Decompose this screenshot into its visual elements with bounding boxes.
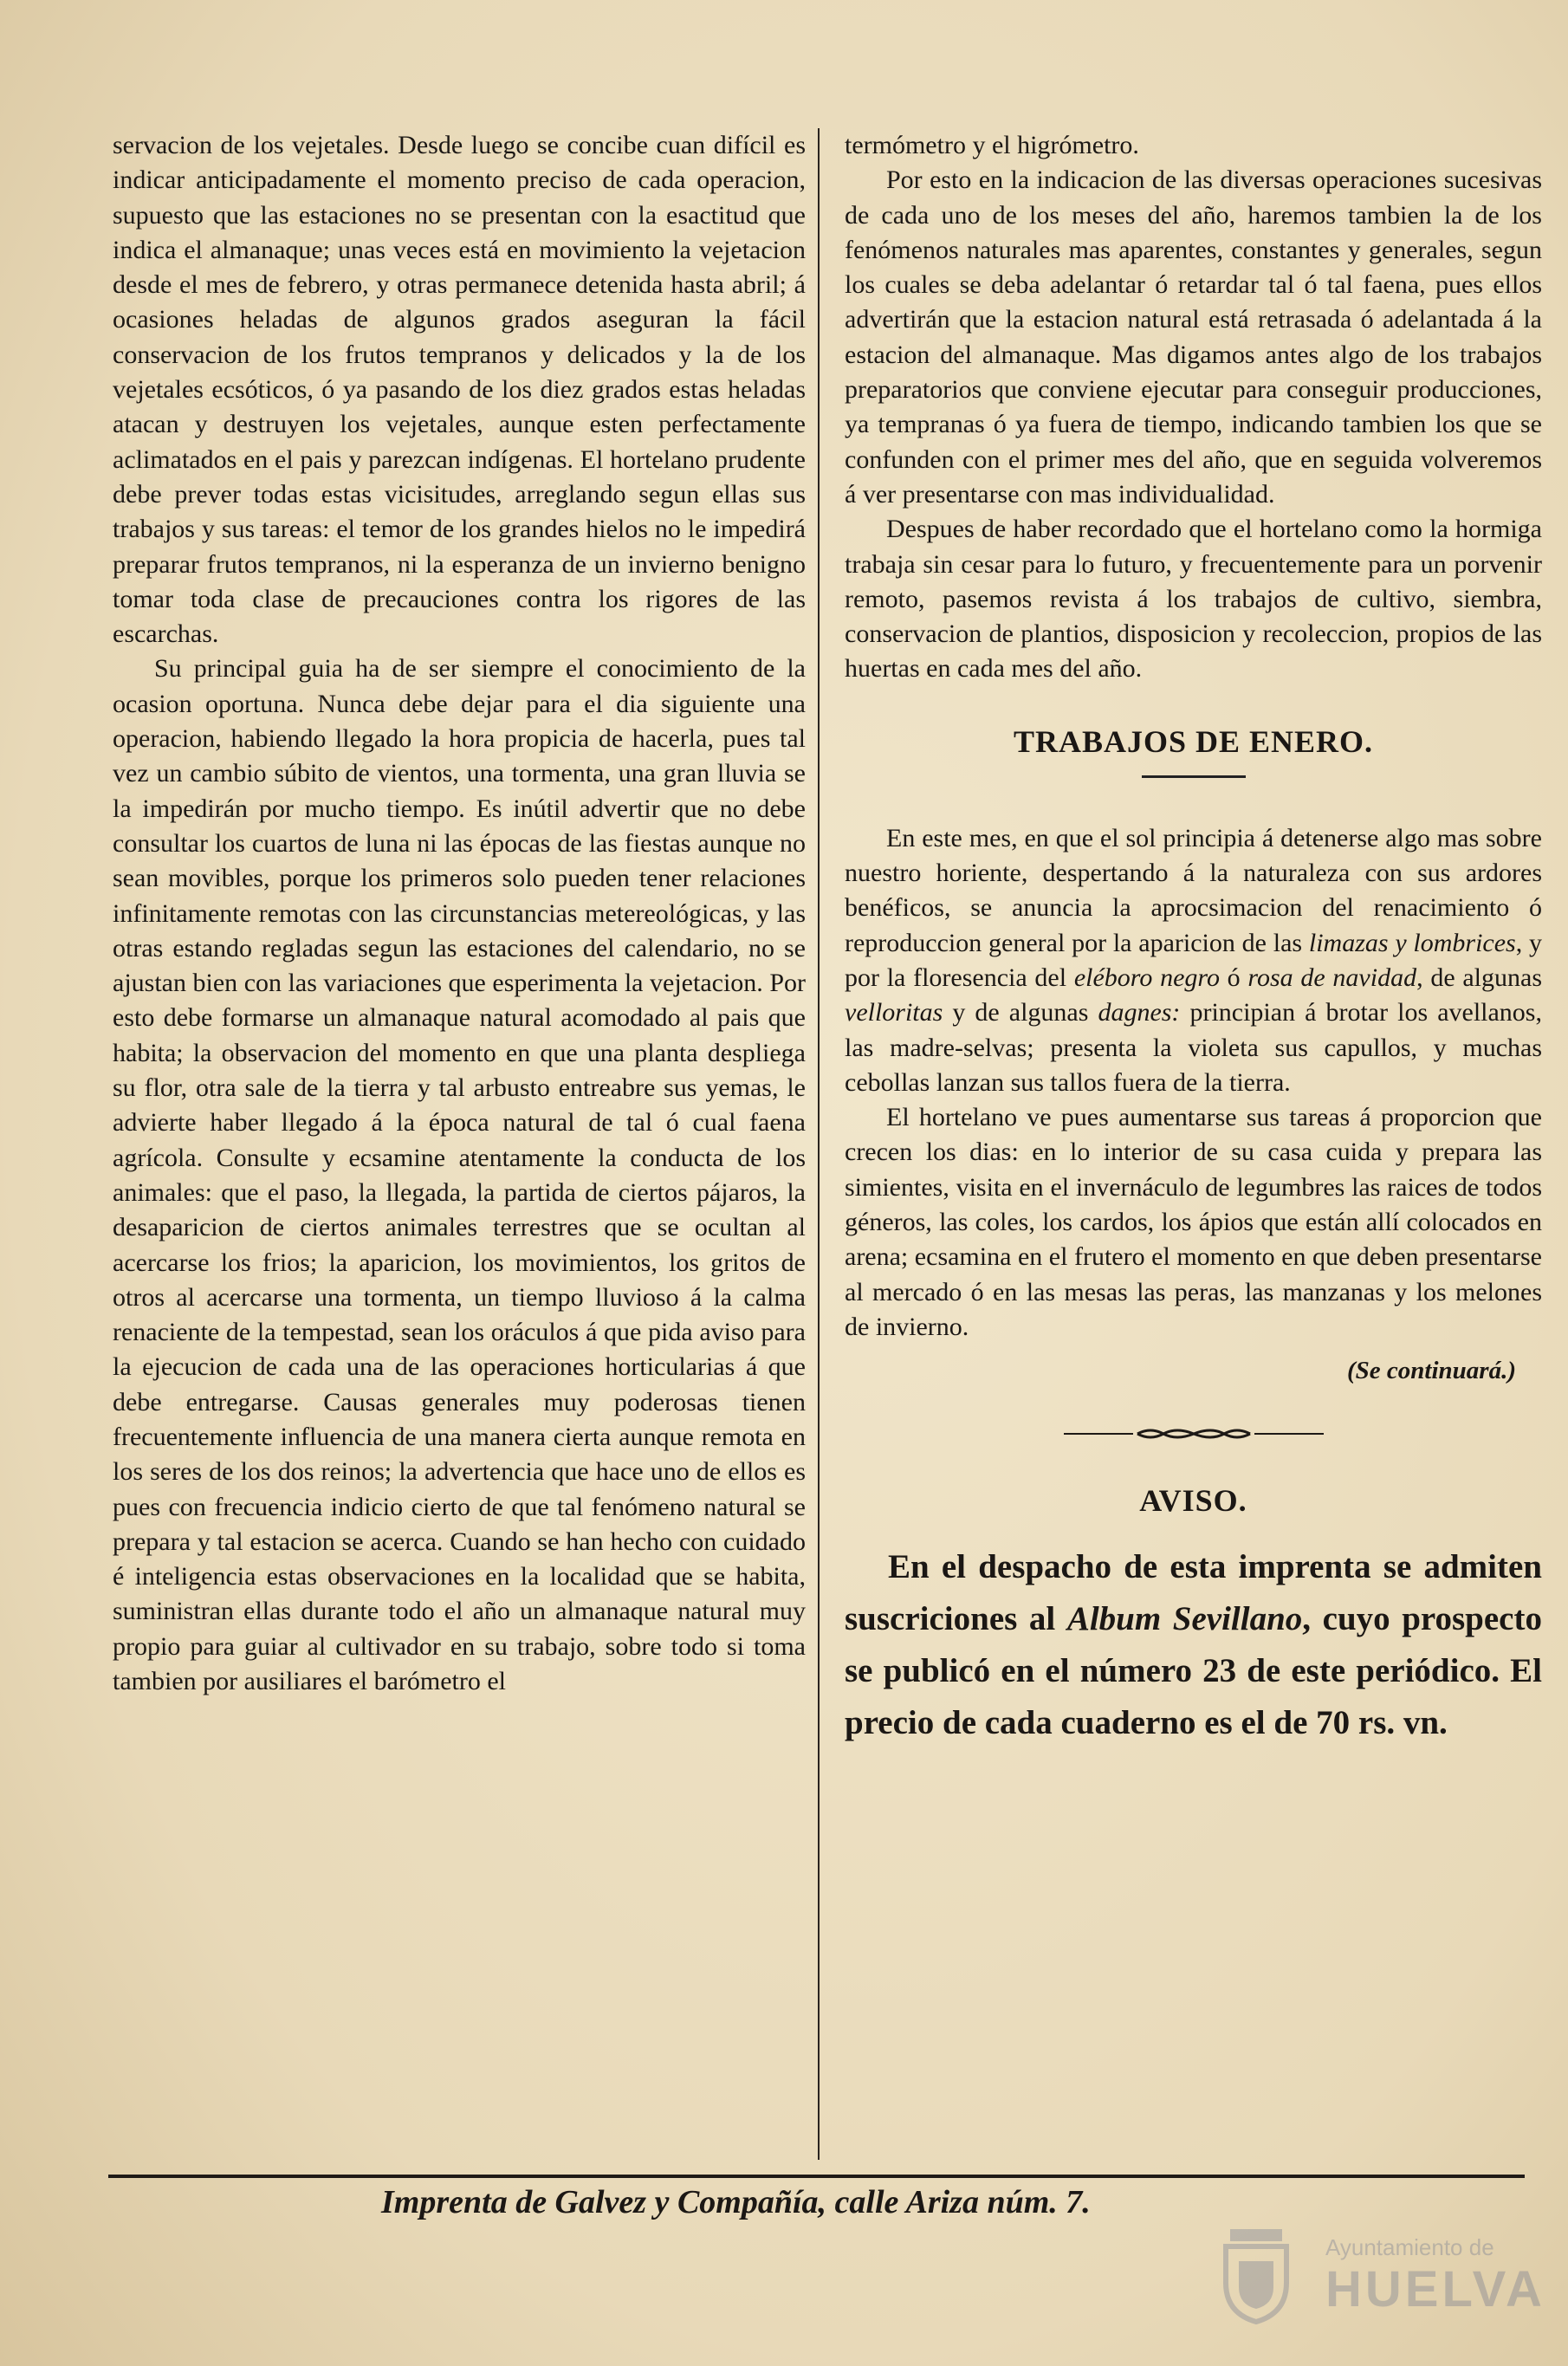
footer-rule — [108, 2175, 1525, 2178]
text: ó — [1219, 963, 1248, 992]
divider — [1142, 775, 1246, 778]
text: En este mes, en que el sol principia á detenerse algo mas sobre nuestro horiente, despertando á la naturaleza con sus ardores benéficos, se anuncia la aprocsimacion del renacimiento ó reproduccion general por la aparicion de las — [845, 823, 1542, 957]
continuation-note: (Se continuará.) — [1347, 1357, 1516, 1385]
paragraph: Su principal guia ha de ser siempre el conocimiento de la ocasion oportuna. Nunca debe dejar para el dia siguiente una operacion, habiendo llegado la hora propicia de hacerla, pues tal vez un cambio súbito de vientos, una tormenta, una gran lluvia se la impedirán por mucho tiempo. Es inútil advertir que no debe consultar los cuartos de luna ni las épocas de las fiestas aunque no sean movibles, porque los primeros solo pueden tener relaciones infinitamente remotas con las circunstancias metereológicas, y las otras estando regladas segun las estaciones del calendario, no se ajustan bien con las variaciones que esperimenta la vejetacion. Por esto debe formarse un almanaque natural acomodado al pais que habita; la observacion del momento en que una planta despliega su flor, otra sale de la tierra y tal arbusto entreabre sus yemas, le advierte haber llegado á la época natural de tal ó cual faena agrícola. Consulte y ecsamine atentamente la conducta de los animales: que el paso, la llegada, la partida de ciertos pájaros, la desaparicion de ciertos animales terrestres que se ocultan al acercarse los frios; la aparicion, los movimientos, los gritos de otros al acercarse una tormenta, un tiempo lluvioso á la calma renaciente de la tempestad, sean los oráculos á que pida aviso para la ejecucion de cada una de las operaciones horticularias á que debe entregarse. Causas generales muy poderosas tienen frecuentemente influencia de una manera cierta aunque remota en los seres de los dos reinos; la advertencia que hace uno de ellos es pues con frecuencia indicio cierto de que tal fenómeno natural se prepara y tal estacion se acerca. Cuando se han hecho con cuidado é inteligencia estas observaciones en la localidad que se habita, suministran ellas durante todo el año un almanaque natural muy propio para guiar al cultivador en su trabajo, sobre todo si toma tambien por ausiliares el barómetro el — [113, 654, 806, 1696]
left-column — [113, 128, 806, 1699]
italic-term: rosa de navidad — [1247, 963, 1417, 992]
watermark-line: Ayuntamiento de — [1325, 2234, 1494, 2260]
ornament-divider — [845, 1420, 1542, 1448]
italic-term: eléboro negro — [1073, 963, 1220, 992]
text: , cuyo prospecto se publicó en el número 23 de este periódico. El precio de cada cuaderno es el de 70 rs. vn. — [845, 1600, 1542, 1742]
paragraph: servacion de los vejetales. Desde luego se concibe cuan difícil es indicar anticipadamente el momento preciso de cada operacion, supuesto que las estaciones no se presentan con la esactitud que indica el almanaque; unas veces está en movimiento la vejetacion desde el mes de febrero, y otras permanece detenida hasta abril; á ocasiones heladas de algunos grados aseguran la fácil conservacion de los frutos tempranos y delicados y la de los vejetales ecsóticos, ó ya pasando de los diez grados estas heladas atacan y destruyen los vejetales, aunque esten perfectamente aclimatados en el pais y parezcan indígenas. El hortelano prudente debe prever todas estas vicisitudes, arreglando segun ellas sus trabajos y sus tareas: el temor de los grandes hielos no le impedirá preparar frutos tempranos, ni la esperanza de un invierno benigno tomar toda clase de precauciones contra los rigores de las escarchas. — [113, 131, 806, 649]
notice-title: AVISO. — [1139, 1483, 1247, 1519]
italic-term: velloritas — [845, 998, 943, 1027]
text: y de algunas — [943, 998, 1098, 1027]
paragraph: Por esto en la indicacion de las diversas operaciones sucesivas de cada uno de los meses del año, haremos tambien la de los fenómenos naturales mas aparentes, constantes y generales, segun los cuales se deba adelantar ó retardar tal ó tal faena, pues ellos advertirán que la estacion natural está retrasada ó adelantada á la estacion del almanaque. Mas digamos antes algo de los trabajos preparatorios que conviene ejecutar para conseguir producciones, ya tempranas ó ya fuera de tiempo, indicando tambien los que se confunden con el primer mes del año, que en seguida volveremos á ver presentarse con mas individualidad. — [845, 165, 1542, 509]
watermark-city: HUELVA — [1325, 2261, 1545, 2317]
column-divider — [818, 128, 820, 2160]
italic-term: limazas y lombrices — [1308, 928, 1516, 957]
italic-title: Album Sevillano — [1066, 1600, 1303, 1638]
printer-imprint: Imprenta de Galvez y Compañía, calle Ariza núm. 7. — [381, 2184, 1091, 2220]
text: En el despacho de esta imprenta se admiten suscriciones al — [845, 1548, 1542, 1638]
ornament-icon — [1064, 1427, 1324, 1441]
italic-term: dagnes: — [1098, 998, 1181, 1027]
text: , de algunas — [1416, 963, 1543, 992]
paragraph: El hortelano ve pues aumentarse sus tareas á proporcion que crecen los dias: en lo interior de su casa cuida y prepara las simientes, visita en el invernáculo de legumbres las raices de todos géneros, las coles, los cardos, los ápios que están allí colocados en arena; ecsamina en el frutero el momento en que deben presentarse al mercado ó en las mesas las peras, las manzanas y los melones de invierno. — [845, 1103, 1542, 1341]
paragraph: termómetro y el higrómetro. — [845, 131, 1139, 159]
paragraph-enero — [845, 821, 1542, 1100]
section-title: TRABAJOS DE ENERO. — [1013, 723, 1374, 759]
text: principian á brotar los avellanos, las madre-selvas; presenta la violeta sus capullos, y muchas cebollas lanzan sus tallos fuera de la tierra. — [845, 998, 1542, 1097]
right-column — [845, 128, 1542, 1749]
paragraph: Despues de haber recordado que el hortelano como la hormiga trabaja sin cesar para lo futuro, y frecuentemente para un porvenir remoto, pasemos revista á los trabajos de cultivo, siembra, conservacion de plantios, disposicion y recoleccion, propios de las huertas en cada mes del año. — [845, 515, 1542, 684]
text: , y por la floresencia del — [845, 928, 1543, 992]
notice-paragraph — [845, 1541, 1542, 1749]
coat-of-arms-icon — [1213, 2222, 1299, 2326]
archive-watermark — [1213, 2222, 1545, 2326]
